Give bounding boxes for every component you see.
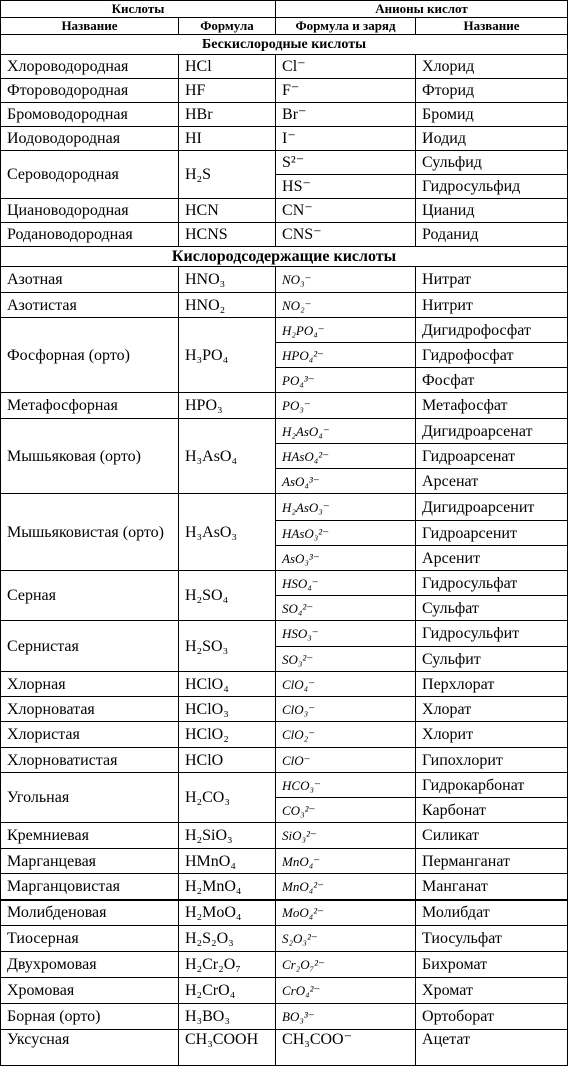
header-anions: Анионы кислот [276, 1, 568, 18]
acid-formula: H₂SO₃ [179, 621, 276, 672]
table-row [1, 697, 568, 722]
acid-formula: H₃PO₄ [179, 318, 276, 393]
acid-name: Уксусная [1, 1030, 179, 1066]
acid-name: Фтороводородная [1, 79, 179, 103]
acid-name: Фосфорная (орто) [1, 318, 179, 393]
acid-name: Метафосфорная [1, 393, 179, 419]
anion-formula: HCO₃⁻ [276, 773, 416, 798]
anion-name: Гидрофосфат [416, 343, 568, 368]
table-row [1, 151, 568, 175]
anion-formula: HAsO₃²⁻ [276, 521, 416, 546]
header-acid-formula: Формула [179, 18, 276, 35]
anion-formula: ClO⁻ [276, 748, 416, 773]
table-row [1, 103, 568, 127]
acid-name: Двухромовая [1, 952, 179, 978]
acid-name: Хлорноватая [1, 697, 179, 722]
anion-name: Сульфид [416, 151, 568, 175]
acid-formula: HCl [179, 55, 276, 79]
anion-name: Фторид [416, 79, 568, 103]
table-row [1, 874, 568, 900]
table-row [1, 823, 568, 849]
acid-formula: HBr [179, 103, 276, 127]
table-row [1, 621, 568, 647]
anion-formula: PO₄³⁻ [276, 368, 416, 393]
anion-formula: F⁻ [276, 79, 416, 103]
acid-formula: HClO [179, 748, 276, 773]
oxygen-containing-section [1, 247, 568, 1066]
anion-formula: Br⁻ [276, 103, 416, 127]
anion-formula: CNS⁻ [276, 223, 416, 247]
anion-formula: AsO₃³⁻ [276, 546, 416, 571]
table-row [1, 722, 568, 748]
table-row [1, 1030, 568, 1066]
acid-name: Хлорная [1, 672, 179, 697]
anion-formula: CN⁻ [276, 199, 416, 223]
section-row [1, 35, 568, 55]
acid-formula: H₂S [179, 151, 276, 199]
acid-formula: HMnO₄ [179, 849, 276, 874]
table-row [1, 849, 568, 874]
acid-formula: H₂S₂O₃ [179, 926, 276, 952]
anion-name: Нитрат [416, 267, 568, 293]
anion-name: Хлорид [416, 55, 568, 79]
acid-formula: HClO₄ [179, 672, 276, 697]
anion-formula: ClO₄⁻ [276, 672, 416, 697]
table-row [1, 952, 568, 978]
table-row [1, 267, 568, 293]
acid-formula: H₂SO₄ [179, 571, 276, 621]
anion-formula: CH₃COO⁻ [276, 1030, 416, 1066]
anion-name: Гипохлорит [416, 748, 568, 773]
anion-name: Хлорат [416, 697, 568, 722]
anion-name: Бромид [416, 103, 568, 127]
anion-formula: I⁻ [276, 127, 416, 151]
acid-formula: CH₃COOH [179, 1030, 276, 1066]
anion-formula: NO₂⁻ [276, 293, 416, 318]
acid-name: Марганцевая [1, 849, 179, 874]
acid-formula: HNO₃ [179, 267, 276, 293]
table-row [1, 672, 568, 697]
acid-formula: HCN [179, 199, 276, 223]
anion-formula: MoO₄²⁻ [276, 900, 416, 926]
table-row [1, 978, 568, 1004]
anion-name: Фосфат [416, 368, 568, 393]
anion-name: Дигидрофосфат [416, 318, 568, 343]
acid-formula: HClO₂ [179, 722, 276, 748]
table-row [1, 773, 568, 798]
acid-formula: H₂CO₃ [179, 773, 276, 823]
anion-formula: HS⁻ [276, 175, 416, 199]
table-row [1, 127, 568, 151]
anion-name: Карбонат [416, 798, 568, 823]
acid-name: Хлористая [1, 722, 179, 748]
anion-name: Силикат [416, 823, 568, 849]
acid-formula: H₂CrO₄ [179, 978, 276, 1004]
acid-formula: HF [179, 79, 276, 103]
acid-name: Мышьяковая (орто) [1, 419, 179, 494]
oxygen-free-section [1, 35, 568, 247]
header-acids: Кислоты [1, 1, 276, 18]
acid-formula: HClO₃ [179, 697, 276, 722]
section-row [1, 247, 568, 267]
anion-name: Гидроарсенат [416, 444, 568, 469]
anion-formula: CrO₄²⁻ [276, 978, 416, 1004]
table-row [1, 199, 568, 223]
acid-name: Тиосерная [1, 926, 179, 952]
anion-formula: S²⁻ [276, 151, 416, 175]
anion-name: Гидросульфид [416, 175, 568, 199]
acid-name: Хлороводородная [1, 55, 179, 79]
anion-name: Гидроарсенит [416, 521, 568, 546]
section-title-oxygen-containing: Кислородсодержащие кислоты [1, 247, 568, 267]
anion-name: Перманганат [416, 849, 568, 874]
anion-name: Сульфит [416, 647, 568, 672]
anion-name: Сульфат [416, 596, 568, 621]
table-row [1, 926, 568, 952]
anion-name: Дигидроарсенит [416, 494, 568, 521]
anion-formula: ClO₂⁻ [276, 722, 416, 748]
header-row-top [1, 1, 568, 18]
anion-formula: H₂AsO₃⁻ [276, 494, 416, 521]
acid-name: Хромовая [1, 978, 179, 1004]
anion-formula: HPO₄²⁻ [276, 343, 416, 368]
anion-formula: HSO₃⁻ [276, 621, 416, 647]
anion-formula: H₂PO₄⁻ [276, 318, 416, 343]
anion-name: Арсенит [416, 546, 568, 571]
acid-name: Азотистая [1, 293, 179, 318]
acid-name: Сернистая [1, 621, 179, 672]
acid-formula: HNO₂ [179, 293, 276, 318]
acid-formula: H₃AsO₄ [179, 419, 276, 494]
acid-name: Мышьяковистая (орто) [1, 494, 179, 571]
anion-name: Гидросульфат [416, 571, 568, 596]
table-row [1, 1004, 568, 1030]
acid-name: Циановодородная [1, 199, 179, 223]
anion-name: Молибдат [416, 900, 568, 926]
anion-formula: Cl⁻ [276, 55, 416, 79]
anion-name: Цианид [416, 199, 568, 223]
anion-name: Тиосульфат [416, 926, 568, 952]
anion-name: Дигидроарсенат [416, 419, 568, 444]
anion-formula: ClO₃⁻ [276, 697, 416, 722]
anion-formula: S₂O₃²⁻ [276, 926, 416, 952]
acid-formula: H₂Cr₂O₇ [179, 952, 276, 978]
anion-name: Хромат [416, 978, 568, 1004]
acid-name: Бромоводородная [1, 103, 179, 127]
acid-formula: H₃AsO₃ [179, 494, 276, 571]
anion-formula: SiO₃²⁻ [276, 823, 416, 849]
table-row [1, 419, 568, 444]
table-row [1, 318, 568, 343]
anion-formula: HSO₄⁻ [276, 571, 416, 596]
acid-formula: H₂SiO₃ [179, 823, 276, 849]
anion-formula: HAsO₄²⁻ [276, 444, 416, 469]
table-row [1, 293, 568, 318]
anion-name: Иодид [416, 127, 568, 151]
anion-formula: MnO₄⁻ [276, 849, 416, 874]
table-row [1, 900, 568, 926]
acid-name: Азотная [1, 267, 179, 293]
anion-formula: SO₄²⁻ [276, 596, 416, 621]
anion-formula: PO₃⁻ [276, 393, 416, 419]
acid-formula: HCNS [179, 223, 276, 247]
anion-formula: CO₃²⁻ [276, 798, 416, 823]
acid-formula: HI [179, 127, 276, 151]
acid-name: Марганцовистая [1, 874, 179, 900]
header-anion-formula: Формула и заряд [276, 18, 416, 35]
header-acid-name: Название [1, 18, 179, 35]
anion-name: Бихромат [416, 952, 568, 978]
acid-name: Серная [1, 571, 179, 621]
acid-name: Иодоводородная [1, 127, 179, 151]
table-row [1, 571, 568, 596]
anion-name: Ортоборат [416, 1004, 568, 1030]
table-row [1, 223, 568, 247]
anion-name: Ацетат [416, 1030, 568, 1066]
table-row [1, 79, 568, 103]
anion-name: Перхлорат [416, 672, 568, 697]
anion-formula: SO₃²⁻ [276, 647, 416, 672]
anion-formula: Cr₂O₇²⁻ [276, 952, 416, 978]
anion-formula: BO₃³⁻ [276, 1004, 416, 1030]
acid-formula: H₂MoO₄ [179, 900, 276, 926]
anion-name: Нитрит [416, 293, 568, 318]
anion-name: Гидрокарбонат [416, 773, 568, 798]
anion-formula: MnO₄²⁻ [276, 874, 416, 900]
section-title-oxygen-free: Бескислородные кислоты [1, 35, 568, 55]
acid-name: Угольная [1, 773, 179, 823]
acid-formula: H₃BO₃ [179, 1004, 276, 1030]
anion-formula: NO₃⁻ [276, 267, 416, 293]
acid-formula: HPO₃ [179, 393, 276, 419]
table-row [1, 494, 568, 521]
acid-name: Родановодородная [1, 223, 179, 247]
anion-formula: H₂AsO₄⁻ [276, 419, 416, 444]
acid-name: Молибденовая [1, 900, 179, 926]
acid-name: Сероводородная [1, 151, 179, 199]
acid-name: Борная (орто) [1, 1004, 179, 1030]
anion-name: Хлорит [416, 722, 568, 748]
acid-name: Хлорноватистая [1, 748, 179, 773]
anion-name: Манганат [416, 874, 568, 900]
anion-name: Роданид [416, 223, 568, 247]
table-row [1, 748, 568, 773]
acid-formula: H₂MnO₄ [179, 874, 276, 900]
anion-name: Арсенат [416, 469, 568, 494]
anion-formula: AsO₄³⁻ [276, 469, 416, 494]
header-row-columns [1, 18, 568, 35]
table-row [1, 393, 568, 419]
header-anion-name: Название [416, 18, 568, 35]
anion-name: Метафосфат [416, 393, 568, 419]
acid-name: Кремниевая [1, 823, 179, 849]
anion-name: Гидросульфит [416, 621, 568, 647]
table-row [1, 55, 568, 79]
